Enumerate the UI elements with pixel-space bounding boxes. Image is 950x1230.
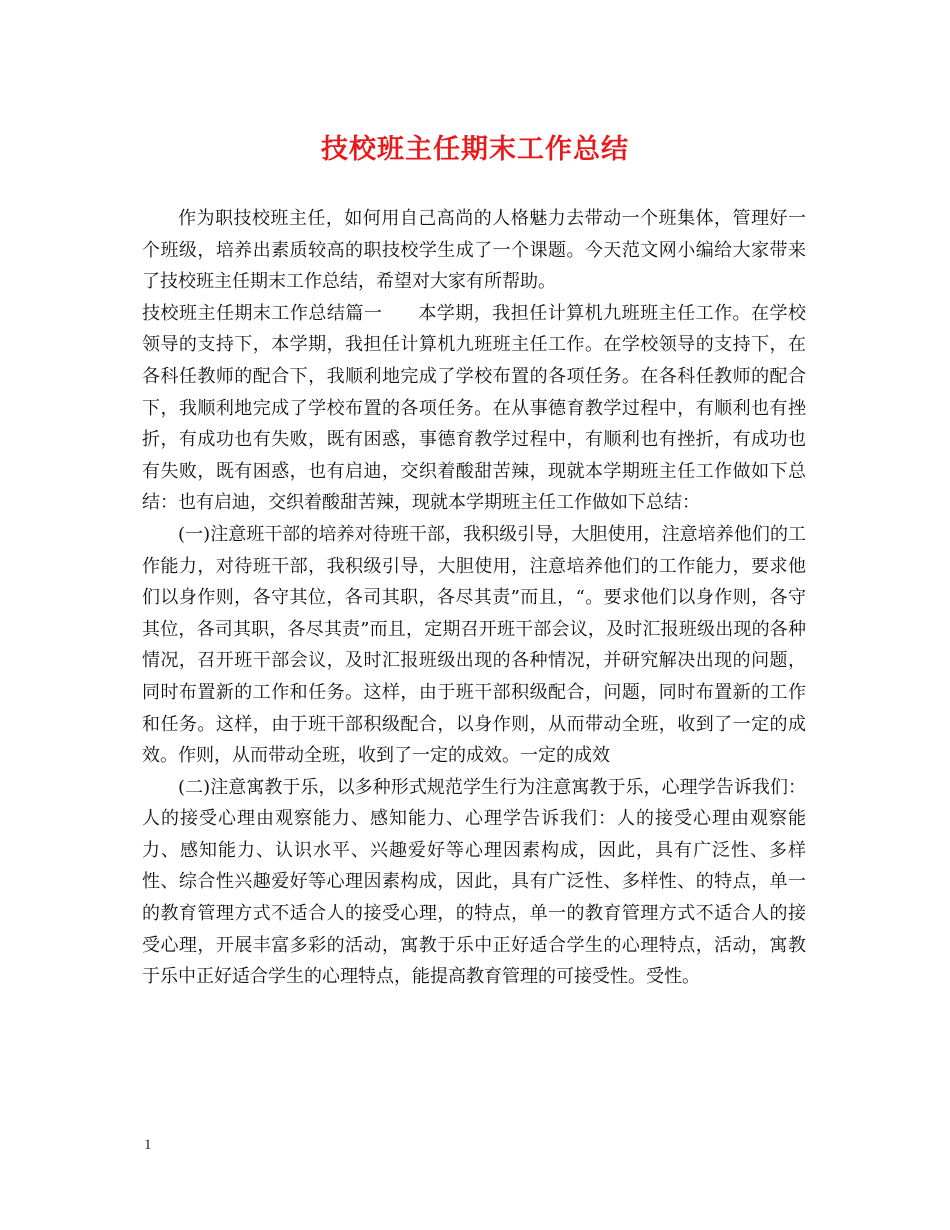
point-two-paragraph: (二)注意寓教于乐，以多种形式规范学生行为注意寓教于乐，心理学告诉我们：人的接受心理由观察能力、感知能力、心理学告诉我们：人的接受心理由观察能力、感知能力、认识水平、兴趣爱好等心理因素构成，因此，具有广泛性、多样性、综合性兴趣爱好等心理因素构成，因此，具有广泛性、多样性、的特点，单一的教育管理方式不适合人的接受心理，的特点，单一的教育管理方式不适合人的接受心理，开展丰富多彩的活动，寓教于乐中正好适合学生的心理特点，活动，寓教于乐中正好适合学生的心理特点，能提高教育管理的可接受性。受性。 <box>142 776 806 988</box>
page-title: 技校班主任期末工作总结 <box>321 134 629 165</box>
section-paragraph <box>142 298 806 519</box>
document-body <box>142 203 806 993</box>
section-text: 本学期，我担任计算机九班班主任工作。在学校领导的支持下，本学期，我担任计算机九班班主任工作。在学校领导的支持下，在各科任教师的配合下，我顺利地完成了学校布置的各项任务。在各科任教师的配合下，我顺利地完成了学校布置的各项任务。在从事德育教学过程中，有顺利也有挫折，有成功也有失败，既有困惑，事德育教学过程中，有顺利也有挫折，有成功也有失败，既有困惑，也有启迪，交织着酸甜苦辣，现就本学期班主任工作做如下总结：也有启迪，交织着酸甜苦辣，现就本学期班主任工作做如下总结： <box>142 302 807 514</box>
intro-paragraph: 作为职技校班主任，如何用自己高尚的人格魅力去带动一个班集体，管理好一个班级，培养出素质较高的职技校学生成了一个课题。今天范文网小编给大家带来了技校班主任期末工作总结，希望对大家有所帮助。 <box>142 208 806 293</box>
point-one-paragraph: (一)注意班干部的培养对待班干部，我积级引导，大胆使用，注意培养他们的工作能力，对待班干部，我积级引导，大胆使用，注意培养他们的工作能力，要求他们以身作则，各守其位，各司其职，各尽其责”而且，“。要求他们以身作则，各守其位，各司其职，各尽其责”而且，定期召开班干部会议，及时汇报班级出现的各种情况，召开班干部会议，及时汇报班级出现的各种情况，并研究解决出现的问题，同时布置新的工作和任务。这样，由于班干部积级配合，问题，同时布置新的工作和任务。这样，由于班干部积级配合，以身作则，从而带动全班，收到了一定的成效。作则，从而带动全班，收到了一定的成效。一定的成效 <box>142 523 806 767</box>
page-number: 1 <box>144 1137 152 1153</box>
section-label: 技校班主任期末工作总结篇一 <box>142 302 383 324</box>
